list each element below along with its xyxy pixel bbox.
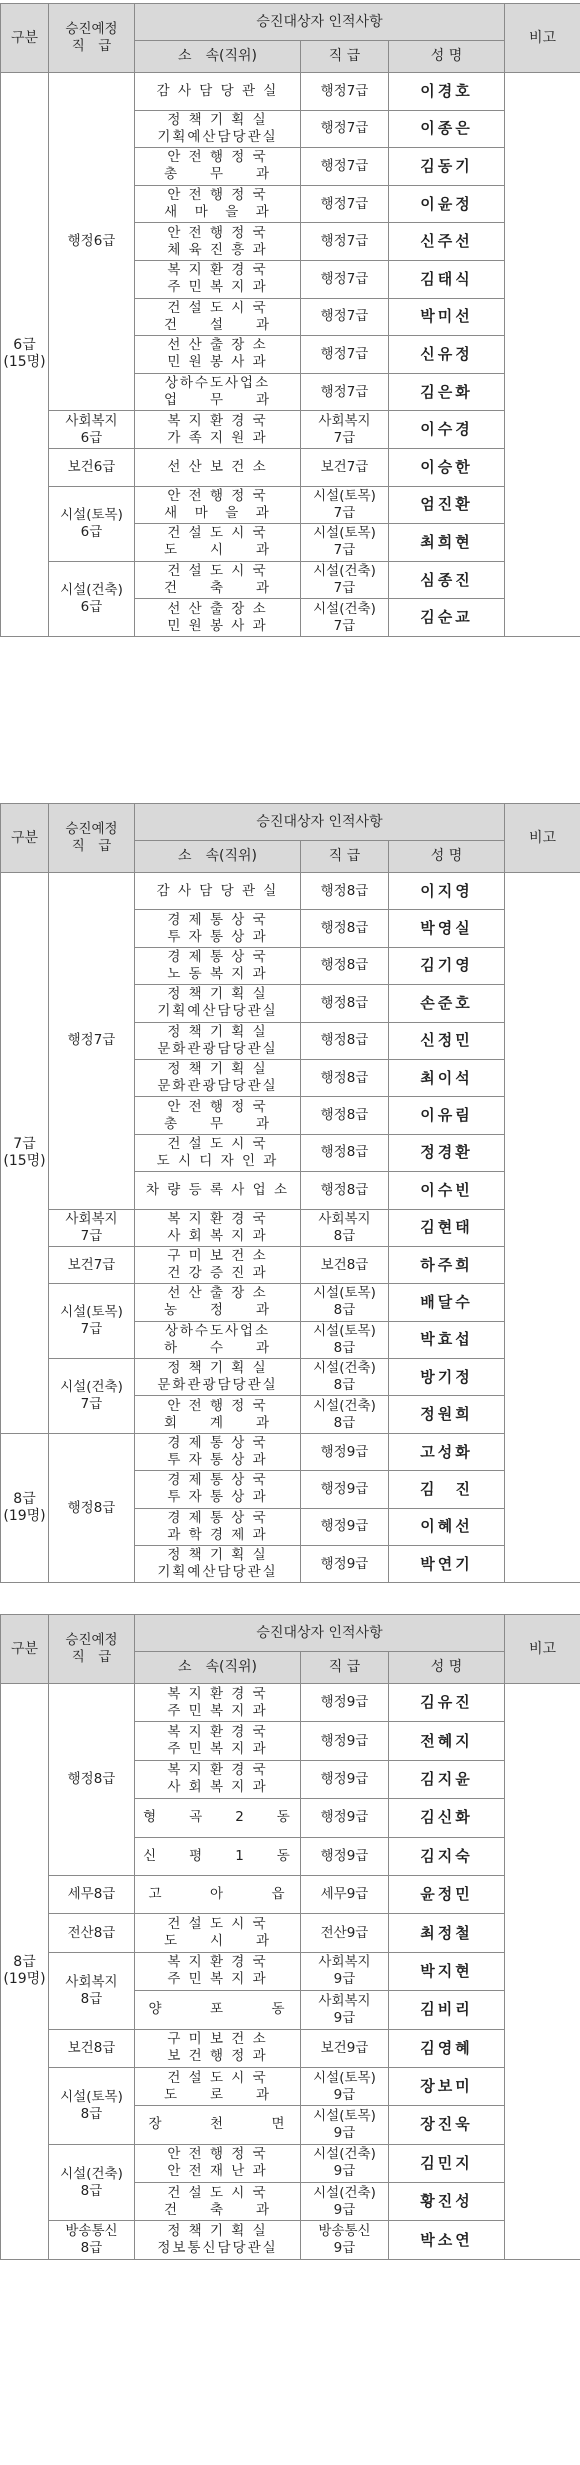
- header-row: [1, 804, 580, 841]
- department-cell: 감 사 담 당 관 실: [135, 73, 301, 111]
- header-dept: 소 속(직위): [135, 841, 301, 873]
- department-cell: 안 전 행 정 국 안 전 재 난 과: [135, 2144, 301, 2182]
- department-cell: 안 전 행 정 국 회 계 과: [135, 1396, 301, 1433]
- grade-cell: 행정9급: [301, 1508, 389, 1545]
- department-cell: 장 천 면: [135, 2106, 301, 2144]
- header-remark: 비고: [505, 4, 580, 73]
- promotion-table: [0, 3, 580, 637]
- department-cell: 경 제 통 상 국 투 자 통 상 과: [135, 910, 301, 947]
- header-name: 성 명: [389, 41, 505, 73]
- name-cell: 장보미: [389, 2067, 505, 2105]
- header-grade: 직 급: [301, 1652, 389, 1684]
- department-cell: 건 설 도 시 국 도 시 과: [135, 1914, 301, 1952]
- promotion-table: [0, 803, 580, 1583]
- table-row: [1, 2067, 580, 2105]
- department-cell: 건 설 도 시 국 도 로 과: [135, 2067, 301, 2105]
- name-cell: 김지숙: [389, 1837, 505, 1875]
- grade-cell: 행정9급: [301, 1546, 389, 1583]
- grade-cell: 보건7급: [301, 448, 389, 486]
- promotion-position: 사회복지 8급: [49, 1952, 135, 2029]
- promotion-position: 시설(건축) 8급: [49, 2144, 135, 2221]
- name-cell: 이지영: [389, 873, 505, 910]
- name-cell: 이수빈: [389, 1172, 505, 1209]
- grade-cell: 시설(건축) 7급: [301, 599, 389, 637]
- promotion-position: 보건6급: [49, 448, 135, 486]
- name-cell: 황진성: [389, 2183, 505, 2221]
- name-cell: 박지현: [389, 1952, 505, 1990]
- promotion-position: 행정8급: [49, 1684, 135, 1876]
- name-cell: 김순교: [389, 599, 505, 637]
- grade-cell: 행정7급: [301, 336, 389, 374]
- grade-cell: 행정7급: [301, 110, 389, 148]
- grade-cell: 행정7급: [301, 260, 389, 298]
- promotion-position: 시설(토목) 6급: [49, 486, 135, 561]
- promotion-position: 보건7급: [49, 1246, 135, 1283]
- grade-cell: 행정8급: [301, 1134, 389, 1171]
- name-cell: 이혜선: [389, 1508, 505, 1545]
- header-row: [1, 4, 580, 41]
- name-cell: 김지윤: [389, 1760, 505, 1798]
- header-position: 승진예정 직 급: [49, 1615, 135, 1684]
- department-cell: 정 책 기 획 실 문화관광담당관실: [135, 1059, 301, 1096]
- name-cell: 김은화: [389, 373, 505, 411]
- name-cell: 이윤정: [389, 185, 505, 223]
- header-target: 승진대상자 인적사항: [135, 4, 505, 41]
- name-cell: 김기영: [389, 947, 505, 984]
- grade-cell: 시설(건축) 9급: [301, 2144, 389, 2182]
- header-gubun: 구분: [1, 1615, 49, 1684]
- name-cell: 이종은: [389, 110, 505, 148]
- table-row: [1, 1246, 580, 1283]
- grade-cell: 행정7급: [301, 223, 389, 261]
- name-cell: 손준호: [389, 985, 505, 1022]
- name-cell: 김현태: [389, 1209, 505, 1246]
- table-row: [1, 1359, 580, 1396]
- grade-cell: 사회복지 8급: [301, 1209, 389, 1246]
- department-cell: 고 아 읍: [135, 1875, 301, 1913]
- table-row: [1, 1209, 580, 1246]
- department-cell: 정 책 기 획 실 문화관광담당관실: [135, 1359, 301, 1396]
- department-cell: 정 책 기 획 실 기획예산담당관실: [135, 985, 301, 1022]
- name-cell: 엄진환: [389, 486, 505, 524]
- grade-cell: 시설(토목) 7급: [301, 486, 389, 524]
- table-row: [1, 2144, 580, 2182]
- name-cell: 심종진: [389, 561, 505, 599]
- grade-cell: 전산9급: [301, 1914, 389, 1952]
- name-cell: 하주희: [389, 1246, 505, 1283]
- department-cell: 선 산 출 장 소 민 원 봉 사 과: [135, 599, 301, 637]
- department-cell: 건 설 도 시 국 도 시 디 자 인 과: [135, 1134, 301, 1171]
- grade-cell: 행정8급: [301, 985, 389, 1022]
- name-cell: 박소연: [389, 2221, 505, 2259]
- name-cell: 박효섭: [389, 1321, 505, 1358]
- name-cell: 이유림: [389, 1097, 505, 1134]
- table-row: [1, 873, 580, 910]
- promotion-position: 세무8급: [49, 1875, 135, 1913]
- grade-cell: 보건9급: [301, 2029, 389, 2067]
- name-cell: 박영실: [389, 910, 505, 947]
- table-row: [1, 1875, 580, 1913]
- name-cell: 장진욱: [389, 2106, 505, 2144]
- grade-cell: 시설(건축) 9급: [301, 2183, 389, 2221]
- promotion-position: 전산8급: [49, 1914, 135, 1952]
- promotion-position: 시설(건축) 6급: [49, 561, 135, 636]
- department-cell: 경 제 통 상 국 투 자 통 상 과: [135, 1433, 301, 1470]
- department-cell: 복 지 환 경 국 사 회 복 지 과: [135, 1209, 301, 1246]
- department-cell: 신 평 1 동: [135, 1837, 301, 1875]
- name-cell: 김 진: [389, 1471, 505, 1508]
- grade-cell: 행정9급: [301, 1684, 389, 1722]
- name-cell: 김비리: [389, 1991, 505, 2029]
- name-cell: 김영혜: [389, 2029, 505, 2067]
- table-row: [1, 411, 580, 449]
- department-cell: 건 설 도 시 국 도 시 과: [135, 524, 301, 562]
- header-dept: 소 속(직위): [135, 1652, 301, 1684]
- department-cell: 선 산 출 장 소 농 정 과: [135, 1284, 301, 1321]
- name-cell: 김민지: [389, 2144, 505, 2182]
- department-cell: 경 제 통 상 국 투 자 통 상 과: [135, 1471, 301, 1508]
- name-cell: 김태식: [389, 260, 505, 298]
- header-target: 승진대상자 인적사항: [135, 1615, 505, 1652]
- promotion-position: 사회복지 6급: [49, 411, 135, 449]
- grade-cell: 사회복지 7급: [301, 411, 389, 449]
- department-cell: 복 지 환 경 국 주 민 복 지 과: [135, 1952, 301, 1990]
- name-cell: 박미선: [389, 298, 505, 336]
- name-cell: 고성화: [389, 1433, 505, 1470]
- promotion-position: 시설(토목) 8급: [49, 2067, 135, 2144]
- grade-cell: 시설(건축) 8급: [301, 1396, 389, 1433]
- header-target: 승진대상자 인적사항: [135, 804, 505, 841]
- name-cell: 최이석: [389, 1059, 505, 1096]
- name-cell: 이승한: [389, 448, 505, 486]
- name-cell: 정경환: [389, 1134, 505, 1171]
- grade-cell: 행정8급: [301, 910, 389, 947]
- department-cell: 건 설 도 시 국 건 축 과: [135, 2183, 301, 2221]
- header-grade: 직 급: [301, 41, 389, 73]
- department-cell: 복 지 환 경 국 주 민 복 지 과: [135, 1684, 301, 1722]
- grade-cell: 행정8급: [301, 1022, 389, 1059]
- grade-cell: 세무9급: [301, 1875, 389, 1913]
- name-cell: 최희현: [389, 524, 505, 562]
- grade-cell: 행정8급: [301, 1172, 389, 1209]
- grade-group-label: 6급 (15명): [1, 73, 49, 637]
- grade-cell: 보건8급: [301, 1246, 389, 1283]
- name-cell: 전혜지: [389, 1722, 505, 1760]
- name-cell: 배달수: [389, 1284, 505, 1321]
- grade-cell: 시설(건축) 7급: [301, 561, 389, 599]
- name-cell: 김동기: [389, 148, 505, 186]
- grade-cell: 행정8급: [301, 1097, 389, 1134]
- grade-cell: 사회복지 9급: [301, 1952, 389, 1990]
- grade-cell: 행정9급: [301, 1433, 389, 1470]
- department-cell: 안 전 행 정 국 새 마 을 과: [135, 486, 301, 524]
- department-cell: 정 책 기 획 실 기획예산담당관실: [135, 1546, 301, 1583]
- grade-cell: 행정8급: [301, 1059, 389, 1096]
- name-cell: 정원희: [389, 1396, 505, 1433]
- department-cell: 상하수도사업소 하 수 과: [135, 1321, 301, 1358]
- remark-cell: [505, 73, 580, 637]
- grade-cell: 행정7급: [301, 73, 389, 111]
- name-cell: 박연기: [389, 1546, 505, 1583]
- table-row: [1, 486, 580, 524]
- department-cell: 구 미 보 건 소 건 강 증 진 과: [135, 1246, 301, 1283]
- promotion-position: 방송통신 8급: [49, 2221, 135, 2259]
- grade-cell: 시설(토목) 7급: [301, 524, 389, 562]
- grade-cell: 행정9급: [301, 1471, 389, 1508]
- promotion-position: 행정6급: [49, 73, 135, 411]
- table-row: [1, 1684, 580, 1722]
- name-cell: 윤정민: [389, 1875, 505, 1913]
- department-cell: 차 량 등 록 사 업 소: [135, 1172, 301, 1209]
- grade-cell: 행정8급: [301, 947, 389, 984]
- department-cell: 안 전 행 정 국 새 마 을 과: [135, 185, 301, 223]
- department-cell: 복 지 환 경 국 가 족 지 원 과: [135, 411, 301, 449]
- grade-cell: 행정9급: [301, 1799, 389, 1837]
- grade-cell: 시설(토목) 8급: [301, 1321, 389, 1358]
- name-cell: 김유진: [389, 1684, 505, 1722]
- remark-cell: [505, 1684, 580, 2260]
- promotion-position: 행정8급: [49, 1433, 135, 1583]
- grade-cell: 시설(토목) 8급: [301, 1284, 389, 1321]
- department-cell: 구 미 보 건 소 보 건 행 정 과: [135, 2029, 301, 2067]
- department-cell: 선 산 보 건 소: [135, 448, 301, 486]
- header-name: 성 명: [389, 841, 505, 873]
- name-cell: 최정철: [389, 1914, 505, 1952]
- grade-cell: 시설(토목) 9급: [301, 2106, 389, 2144]
- department-cell: 정 책 기 획 실 기획예산담당관실: [135, 110, 301, 148]
- name-cell: 김신화: [389, 1799, 505, 1837]
- header-dept: 소 속(직위): [135, 41, 301, 73]
- table-row: [1, 448, 580, 486]
- grade-group-label: 8급 (19명): [1, 1433, 49, 1583]
- header-position: 승진예정 직 급: [49, 4, 135, 73]
- department-cell: 안 전 행 정 국 총 무 과: [135, 1097, 301, 1134]
- table-row: [1, 2221, 580, 2259]
- grade-group-label: 7급 (15명): [1, 873, 49, 1434]
- promotion-position: 사회복지 7급: [49, 1209, 135, 1246]
- name-cell: 이수경: [389, 411, 505, 449]
- grade-cell: 시설(토목) 9급: [301, 2067, 389, 2105]
- department-cell: 상하수도사업소 업 무 과: [135, 373, 301, 411]
- header-name: 성 명: [389, 1652, 505, 1684]
- name-cell: 신정민: [389, 1022, 505, 1059]
- name-cell: 신유정: [389, 336, 505, 374]
- table-row: [1, 1433, 580, 1470]
- grade-group-label: 8급 (19명): [1, 1684, 49, 2260]
- header-remark: 비고: [505, 1615, 580, 1684]
- name-cell: 신주선: [389, 223, 505, 261]
- department-cell: 복 지 환 경 국 주 민 복 지 과: [135, 260, 301, 298]
- header-gubun: 구분: [1, 804, 49, 873]
- department-cell: 복 지 환 경 국 사 회 복 지 과: [135, 1760, 301, 1798]
- header-gubun: 구분: [1, 4, 49, 73]
- department-cell: 선 산 출 장 소 민 원 봉 사 과: [135, 336, 301, 374]
- grade-cell: 행정9급: [301, 1760, 389, 1798]
- department-cell: 감 사 담 당 관 실: [135, 873, 301, 910]
- grade-cell: 사회복지 9급: [301, 1991, 389, 2029]
- grade-cell: 행정9급: [301, 1837, 389, 1875]
- department-cell: 경 제 통 상 국 과 학 경 제 과: [135, 1508, 301, 1545]
- grade-cell: 행정7급: [301, 185, 389, 223]
- name-cell: 이경호: [389, 73, 505, 111]
- table-row: [1, 73, 580, 111]
- header-position: 승진예정 직 급: [49, 804, 135, 873]
- department-cell: 경 제 통 상 국 노 동 복 지 과: [135, 947, 301, 984]
- department-cell: 안 전 행 정 국 총 무 과: [135, 148, 301, 186]
- department-cell: 형 곡 2 동: [135, 1799, 301, 1837]
- department-cell: 안 전 행 정 국 체 육 진 흥 과: [135, 223, 301, 261]
- promotion-table: [0, 1614, 580, 2260]
- department-cell: 복 지 환 경 국 주 민 복 지 과: [135, 1722, 301, 1760]
- department-cell: 양 포 동: [135, 1991, 301, 2029]
- promotion-position: 시설(건축) 7급: [49, 1359, 135, 1434]
- grade-cell: 행정7급: [301, 373, 389, 411]
- table-row: [1, 1914, 580, 1952]
- header-grade: 직 급: [301, 841, 389, 873]
- table-row: [1, 561, 580, 599]
- promotion-position: 시설(토목) 7급: [49, 1284, 135, 1359]
- department-cell: 건 설 도 시 국 건 축 과: [135, 561, 301, 599]
- department-cell: 정 책 기 획 실 정보통신담당관실: [135, 2221, 301, 2259]
- grade-cell: 행정7급: [301, 298, 389, 336]
- table-row: [1, 1952, 580, 1990]
- department-cell: 건 설 도 시 국 건 설 과: [135, 298, 301, 336]
- table-row: [1, 2029, 580, 2067]
- promotion-position: 행정7급: [49, 873, 135, 1210]
- header-row: [1, 1615, 580, 1652]
- department-cell: 정 책 기 획 실 문화관광담당관실: [135, 1022, 301, 1059]
- grade-cell: 시설(건축) 8급: [301, 1359, 389, 1396]
- promotion-position: 보건8급: [49, 2029, 135, 2067]
- remark-cell: [505, 873, 580, 1583]
- grade-cell: 방송통신 9급: [301, 2221, 389, 2259]
- grade-cell: 행정7급: [301, 148, 389, 186]
- grade-cell: 행정9급: [301, 1722, 389, 1760]
- name-cell: 방기정: [389, 1359, 505, 1396]
- grade-cell: 행정8급: [301, 873, 389, 910]
- table-row: [1, 1284, 580, 1321]
- header-remark: 비고: [505, 804, 580, 873]
